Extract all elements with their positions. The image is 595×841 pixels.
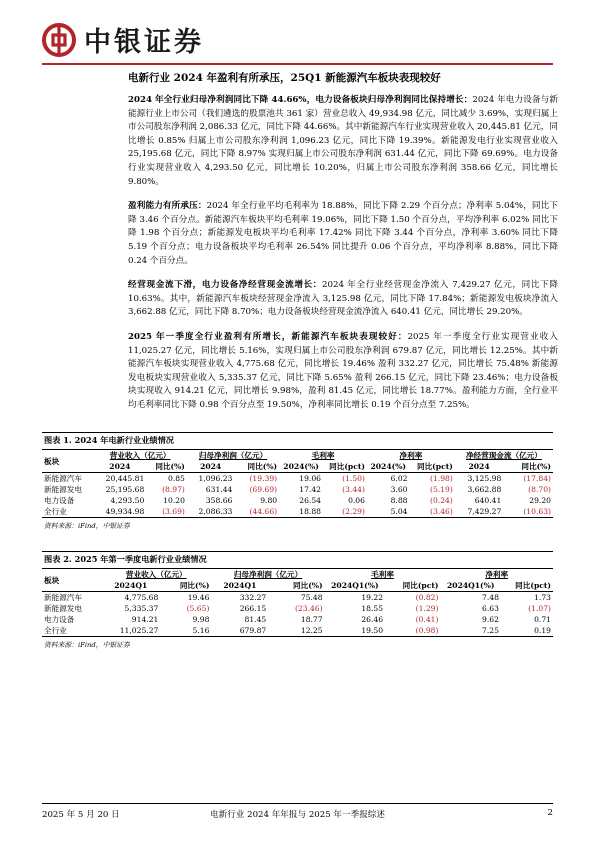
table-row xyxy=(42,473,553,485)
paragraph xyxy=(128,94,558,189)
paragraph-text: 2025 年一季度全行业实现营业收入 11,025.27 亿元，同比增长 5.16%，实现归属上市公司股东净利润 679.87 亿元，同比增长 12.25%。其中新能源汽车板块实现营业收入 4,775.68 亿元，同比增长 19.46% 盈利 332.27 亿元，同比增长 75.48% 新能源发电板块实现营业收入 5,335.37 亿元，同比下降 5.65% 盈利 266.15 亿元，同比下降 23.46%；电力设备板块实现收入 914.21 亿元，同比增长 9.98%，盈利 81.45 亿元，同比增长 18.77%。盈利能力方面，全行业平均毛利率同比下降 0.98 个百分点至 19.50%，净利率同比增长 0.19 个百分点至 7.25%。 xyxy=(128,331,558,410)
table-1-body xyxy=(42,473,553,518)
group-header: 毛利率 xyxy=(325,569,441,581)
table-cell: 5.04 xyxy=(367,506,410,518)
section-title: 电新行业 2024 年盈利有所承压，25Q1 新能源汽车板块表现较好 xyxy=(128,72,441,84)
paragraph-text: 2024 年电力设备与新能源行业上市公司（我们遴选的股票池共 361 家）营业总收入 49,934.98 亿元，同比减少 3.69%，实现归属上市公司股东净利润 2,086.33 亿元，同比下降 44.66%。其中新能源汽车行业实现营业收入 20,445.81 亿元，同比增长 0.85% 归属上市公司股东净利润 1,096.23 亿元，同比下降 19.39%。新能源发电行业实现营业收入 25,195.68 亿元，同比下降 8.97% 实现归属上市公司股东净利润 631.44 亿元，同比下降 69.69%。电力设备行业实现营业收入 4,293.50 亿元，同比增长 10.20%，归属上市公司股东净利润 358.66 亿元，同比增长 9.80%。 xyxy=(128,95,558,187)
subheader: 2024Q1 xyxy=(101,580,160,592)
table-cell: 11,025.27 xyxy=(101,625,160,637)
table-cell: (3.44) xyxy=(342,485,365,494)
table-cell: 631.44 xyxy=(205,485,233,494)
subheader: 同比(pct) xyxy=(323,461,367,473)
table-cell: 0.71 xyxy=(534,615,551,624)
table-cell: 3,125.98 xyxy=(467,474,502,483)
table-title: 图表 1. 2024 年电新行业业绩情况 xyxy=(42,432,553,449)
table-cell: 332.27 xyxy=(239,593,267,602)
table-cell: 81.45 xyxy=(244,615,267,624)
table-cell: (2.29) xyxy=(323,506,367,518)
table-cell: (1.98) xyxy=(429,474,453,483)
table-cell: 679.87 xyxy=(211,625,268,637)
table-cell: 75.48 xyxy=(300,593,323,602)
table-cell: 6.02 xyxy=(390,474,408,483)
table-cell: 6.63 xyxy=(482,604,499,613)
table-cell: (0.82) xyxy=(415,593,439,602)
table-cell: 1,096.23 xyxy=(198,474,233,483)
group-header: 归母净利润（亿元） xyxy=(211,569,324,581)
subheader: 2024(%) xyxy=(279,461,323,473)
table-row xyxy=(42,506,553,518)
table-cell: 2,086.33 xyxy=(187,506,234,518)
group-header: 净经营现金流（亿元） xyxy=(455,450,553,462)
paragraph xyxy=(128,331,558,413)
table-cell: (19.39) xyxy=(249,474,278,483)
table-cell: 20,445.81 xyxy=(105,474,145,483)
table-cell: 8.88 xyxy=(390,496,408,505)
table-cell: (44.66) xyxy=(234,506,279,518)
table-cell: 19.22 xyxy=(361,593,384,602)
table-2 xyxy=(42,551,553,649)
table-cell: 5.16 xyxy=(160,625,211,637)
table-cell: (10.63) xyxy=(503,506,553,518)
group-header: 净利率 xyxy=(367,450,455,462)
subheader: 2024Q1 xyxy=(211,580,268,592)
table-cell: 7.48 xyxy=(482,593,499,602)
table-cell: 18.55 xyxy=(361,604,384,613)
paragraph-lead: 2024 年全行业归母净利润同比下降 44.66%，电力设备板块归母净利润同比保持增长： xyxy=(128,95,473,105)
page-number: 2 xyxy=(547,808,553,818)
paragraph xyxy=(128,200,558,268)
table-1 xyxy=(42,432,553,530)
table-2-grid xyxy=(42,568,553,637)
table-cell: 17.42 xyxy=(299,485,322,494)
row-label: 新能源发电 xyxy=(44,604,82,613)
subheader: 同比(pct) xyxy=(410,461,455,473)
subheader: 2024(%) xyxy=(367,461,410,473)
table-cell: (5.65) xyxy=(186,604,210,613)
table-cell: 7.25 xyxy=(440,625,500,637)
table-cell: (0.24) xyxy=(429,496,453,505)
footer-doc-title: 电新行业 2024 年年报与 2025 年一季报综述 xyxy=(210,810,385,820)
row-label: 全行业 xyxy=(42,625,101,637)
group-header: 毛利率 xyxy=(279,450,367,462)
table-row xyxy=(42,625,553,637)
table-1-grid xyxy=(42,449,553,518)
table-cell: 266.15 xyxy=(239,604,267,613)
table-cell: (3.69) xyxy=(146,506,187,518)
group-header: 净利率 xyxy=(440,569,553,581)
table-cell: (5.19) xyxy=(429,485,453,494)
footer-date: 2025 年 5 月 20 日 xyxy=(42,810,120,820)
table-cell: 3,662.88 xyxy=(467,485,502,494)
row-label: 电力设备 xyxy=(44,615,75,624)
table-row xyxy=(42,484,553,495)
table-cell: 0.85 xyxy=(167,474,185,483)
table-cell: (23.46) xyxy=(294,604,323,613)
table-cell: 29.20 xyxy=(529,496,551,505)
subheader: 同比(pct) xyxy=(501,580,553,592)
table-cell: 18.77 xyxy=(300,615,323,624)
table-cell: (1.07) xyxy=(528,604,551,613)
footer-rule xyxy=(42,803,553,804)
subheader: 同比(%) xyxy=(160,580,211,592)
table-cell: 914.21 xyxy=(131,615,159,624)
row-label: 新能源发电 xyxy=(44,485,82,494)
paragraph-lead: 2025 年一季度全行业盈利有所增长，新能源汽车板块表现较好： xyxy=(128,331,408,342)
paragraph-lead: 经营现金流下滑，电力设备净经营现金流增长： xyxy=(128,280,323,291)
table-cell: (0.98) xyxy=(385,625,440,637)
col-board: 板块 xyxy=(42,569,101,592)
subheader: 2024Q1(%) xyxy=(440,580,500,592)
header-rule xyxy=(42,63,553,65)
table-cell: 9.98 xyxy=(192,615,210,624)
table-cell: 26.54 xyxy=(299,496,322,505)
table-cell: 9.62 xyxy=(482,615,499,624)
report-body xyxy=(128,94,558,423)
row-label: 新能源汽车 xyxy=(44,474,82,483)
table-cell: (1.29) xyxy=(415,604,439,613)
paragraph-text: 2024 年全行业经营现金净流入 7,429.27 亿元，同比下降 10.63%。其中，新能源汽车板块经营现金净流入 3,125.98 亿元，同比下降 17.84%；新能源发电板块净流入 3,662.88 亿元，同比下降 8.70%；电力设备板块经营现金流净流入 640.41 亿元，同比增长 29.20%。 xyxy=(128,280,558,318)
source-note: 资料来源：iFind，中银证券 xyxy=(44,641,130,649)
table-cell: 7,429.27 xyxy=(455,506,503,518)
table-cell: 19.06 xyxy=(299,474,322,483)
table-cell: 0.19 xyxy=(501,625,553,637)
table-cell: 4,775.68 xyxy=(124,593,159,602)
subheader: 2024Q1(%) xyxy=(325,580,385,592)
subheader: 同比(pct) xyxy=(385,580,440,592)
col-board: 板块 xyxy=(42,450,93,473)
row-label: 新能源汽车 xyxy=(44,593,82,602)
subheader: 2024 xyxy=(187,461,234,473)
paragraph-lead: 盈利能力有所承压： xyxy=(128,201,207,212)
table-cell: 19.50 xyxy=(325,625,385,637)
boc-logo-icon xyxy=(42,23,76,57)
group-header: 营业收入（亿元） xyxy=(93,450,187,462)
table-row xyxy=(42,592,553,604)
table-row xyxy=(42,614,553,625)
table-row xyxy=(42,495,553,506)
table-cell: (69.69) xyxy=(249,485,278,494)
table-cell: 49,934.98 xyxy=(93,506,146,518)
table-cell: 9.80 xyxy=(260,496,278,505)
table-cell: 358.66 xyxy=(205,496,233,505)
paragraph-text: 2024 年全行业平均毛利率为 18.88%，同比下降 2.29 个百分点；净利率 5.04%，同比下降 3.46 个百分点。新能源汽车板块平均毛利率 19.06%，同比下降 1.50 个百分点，平均净利率 6.02% 同比下降 1.98 个百分点；新能源发电板块平均毛利率 17.42% 同比下降 3.44 个百分点，净利率 3.60% 同比下降 5.19 个百分点；电力设备板块平均毛利率 26.54% 同比提升 0.06 个百分点，平均净利率 8.88%，同比下降 0.24 个百分点。 xyxy=(128,201,558,266)
subheader: 同比(%) xyxy=(146,461,187,473)
table-cell: 18.88 xyxy=(279,506,323,518)
header-logo xyxy=(42,20,204,59)
table-2-body xyxy=(42,592,553,637)
subheader: 同比(%) xyxy=(268,580,324,592)
table-cell: 26.46 xyxy=(361,615,384,624)
subheader: 同比(%) xyxy=(234,461,279,473)
table-cell: (8.97) xyxy=(162,485,185,494)
table-cell: 5,335.37 xyxy=(124,604,159,613)
table-cell: 1.73 xyxy=(534,593,551,602)
table-cell: (1.50) xyxy=(342,474,365,483)
table-cell: 10.20 xyxy=(163,496,185,505)
table-cell: 0.06 xyxy=(348,496,365,505)
table-cell: (17.84) xyxy=(523,474,551,483)
row-label: 全行业 xyxy=(42,506,93,518)
table-cell: 4,293.50 xyxy=(110,496,145,505)
group-header: 归母净利润（亿元） xyxy=(187,450,279,462)
table-cell: 19.46 xyxy=(187,593,210,602)
table-row xyxy=(42,603,553,614)
brand-name: 中银证券 xyxy=(84,27,204,58)
paragraph xyxy=(128,279,558,320)
table-title: 图表 2. 2025 年第一季度电新行业业绩情况 xyxy=(42,551,553,568)
subheader: 2024 xyxy=(455,461,503,473)
table-cell: (3.46) xyxy=(410,506,455,518)
table-cell: 640.41 xyxy=(474,496,502,505)
table-cell: 12.25 xyxy=(268,625,324,637)
table-cell: (8.70) xyxy=(528,485,551,494)
subheader: 2024 xyxy=(93,461,146,473)
table-cell: (0.41) xyxy=(415,615,439,624)
table-cell: 3.60 xyxy=(390,485,408,494)
source-note: 资料来源：iFind，中银证券 xyxy=(44,522,130,530)
row-label: 电力设备 xyxy=(44,496,75,505)
group-header: 营业收入（亿元） xyxy=(101,569,211,581)
table-cell: 25,195.68 xyxy=(105,485,145,494)
subheader: 同比(%) xyxy=(503,461,553,473)
